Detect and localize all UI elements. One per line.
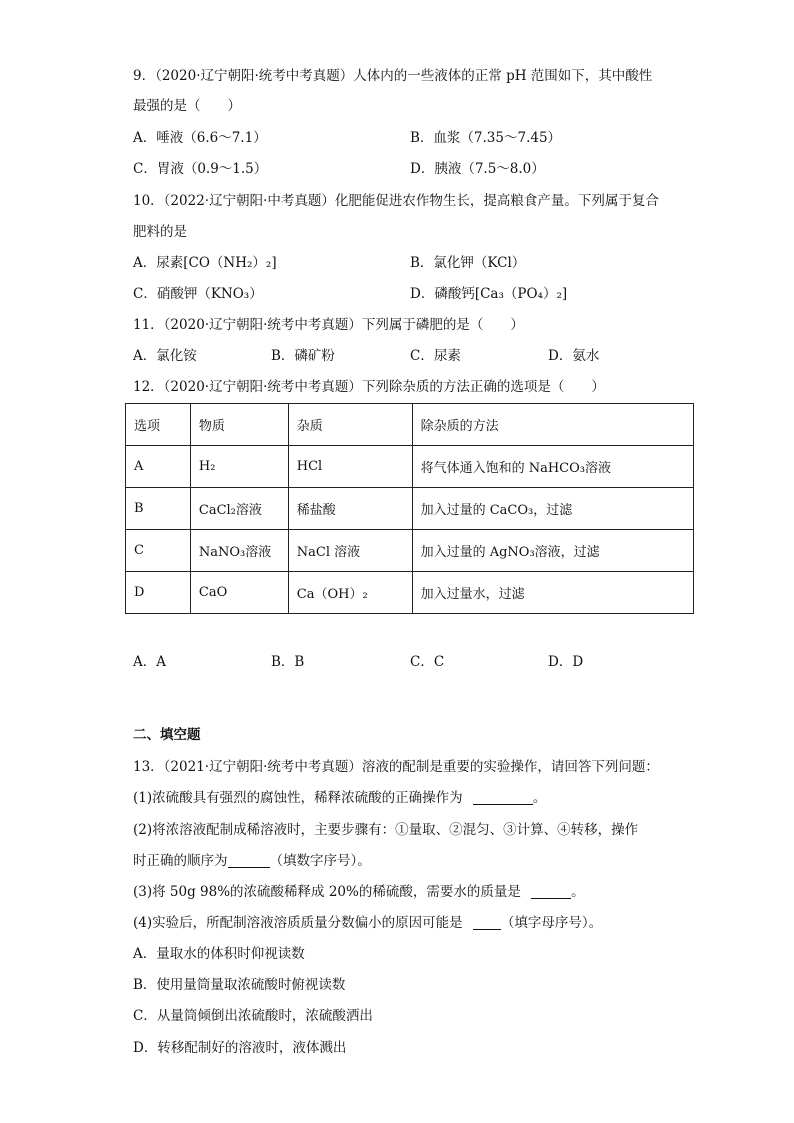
table-cell: CaCl₂溶液 (190, 488, 288, 530)
table-cell: CaO (190, 572, 288, 614)
table-cell: A (126, 446, 191, 488)
q10-option-d: D．磷酸钙[Ca₃（PO₄）₂] (410, 286, 568, 302)
table-header-row (126, 404, 694, 446)
q12-option-b: B．B (271, 654, 305, 670)
answer-blank[interactable] (228, 853, 270, 868)
q13-option-b: B．使用量筒量取浓硫酸时俯视读数 (133, 977, 346, 993)
table-header-cell: 选项 (126, 404, 191, 446)
q9-stem-line1: 9．（2020·辽宁朝阳·统考中考真题）人体内的一些液体的正常 pH 范围如下，其中酸性 (133, 68, 653, 84)
table-header-cell: 杂质 (288, 404, 412, 446)
table-cell: 加入过量的 CaCO₃，过滤 (412, 488, 693, 530)
section-title: 二、填空题 (133, 727, 201, 743)
q12-stem: 12．（2020·辽宁朝阳·统考中考真题）下列除杂质的方法正确的选项是（ ） (133, 379, 605, 395)
q10-option-a: A．尿素[CO（NH₂）₂] (133, 255, 277, 271)
q13-option-c: C．从量筒倾倒出浓硫酸时，浓硫酸洒出 (133, 1008, 373, 1024)
table-cell: 加入过量水，过滤 (412, 572, 693, 614)
table-cell: D (126, 572, 191, 614)
q11-option-c: C．尿素 (410, 348, 461, 364)
q13-part1-text: (1)浓硫酸具有强烈的腐蚀性，稀释浓硫酸的正确操作为 (133, 790, 463, 806)
q9-option-a: A．唾液（6.6～7.1） (133, 130, 267, 146)
q13-part2-line2 (133, 851, 371, 871)
q13-part1 (133, 788, 546, 808)
q13-part2-end: （填数字序号）。 (269, 853, 371, 869)
q9-option-d: D．胰液（7.5～8.0） (410, 161, 545, 177)
table-header-cell: 除杂质的方法 (412, 404, 693, 446)
q13-part2-line1: (2)将浓溶液配制成稀溶液时，主要步骤有：①量取、②混匀、③计算、④转移，操作 (133, 822, 639, 838)
table-row (126, 488, 694, 530)
q13-part3-text: (3)将 50g 98%的浓硫酸稀释成 20%的稀硫酸，需要水的质量是 (133, 884, 521, 900)
q9-option-b: B．血浆（7.35～7.45） (410, 130, 562, 146)
q12-option-c: C．C (410, 654, 445, 670)
q13-option-d: D．转移配制好的溶液时，液体溅出 (133, 1040, 347, 1056)
table-row (126, 530, 694, 572)
table-cell: H₂ (190, 446, 288, 488)
table-cell: 将气体通入饱和的 NaHCO₃溶液 (412, 446, 693, 488)
table-cell: NaCl 溶液 (288, 530, 412, 572)
q11-option-d: D．氨水 (548, 348, 600, 364)
q13-option-a: A．量取水的体积时仰视读数 (133, 946, 305, 962)
q11-option-b: B．磷矿粉 (271, 348, 335, 364)
q13-part4-text: (4)实验后，所配制溶液溶质质量分数偏小的原因可能是 (133, 915, 463, 931)
q9-option-c: C．胃液（0.9～1.5） (133, 161, 268, 177)
q12-option-a: A．A (133, 654, 166, 670)
table-cell: HCl (288, 446, 412, 488)
q11-stem: 11．（2020·辽宁朝阳·统考中考真题）下列属于磷肥的是（ ） (133, 317, 524, 333)
q10-option-c: C．硝酸钾（KNO₃） (133, 286, 263, 302)
q10-stem-line2: 肥料的是 (133, 224, 187, 240)
table-cell: B (126, 488, 191, 530)
table-header-cell: 物质 (190, 404, 288, 446)
q13-stem: 13．（2021·辽宁朝阳·统考中考真题）溶液的配制是重要的实验操作，请回答下列问题： (133, 759, 659, 775)
table-cell: NaNO₃溶液 (190, 530, 288, 572)
impurity-removal-table (125, 403, 694, 614)
q10-option-b: B．氯化钾（KCl） (410, 255, 526, 271)
q13-part3-end: 。 (571, 884, 585, 900)
q10-stem-line1: 10．（2022·辽宁朝阳·中考真题）化肥能促进农作物生长，提高粮食产量。下列属于复合 (133, 193, 659, 209)
table-row (126, 446, 694, 488)
table-cell: Ca（OH）₂ (288, 572, 412, 614)
table-cell: 加入过量的 AgNO₃溶液，过滤 (412, 530, 693, 572)
table-row (126, 572, 694, 614)
q11-option-a: A．氯化铵 (133, 348, 197, 364)
q13-part2-text: 时正确的顺序为 (133, 853, 228, 869)
answer-blank[interactable] (531, 884, 571, 899)
answer-blank[interactable] (473, 915, 501, 930)
q9-stem-line2: 最强的是（ ） (133, 98, 241, 114)
q13-part4 (133, 913, 602, 933)
q13-part3 (133, 882, 585, 902)
q13-part1-end: 。 (532, 790, 547, 806)
q13-part4-end: （填字母序号）。 (500, 915, 603, 931)
q12-option-d: D．D (548, 654, 584, 670)
table-cell: 稀盐酸 (288, 488, 412, 530)
table-cell: C (126, 530, 191, 572)
answer-blank[interactable] (473, 790, 533, 805)
